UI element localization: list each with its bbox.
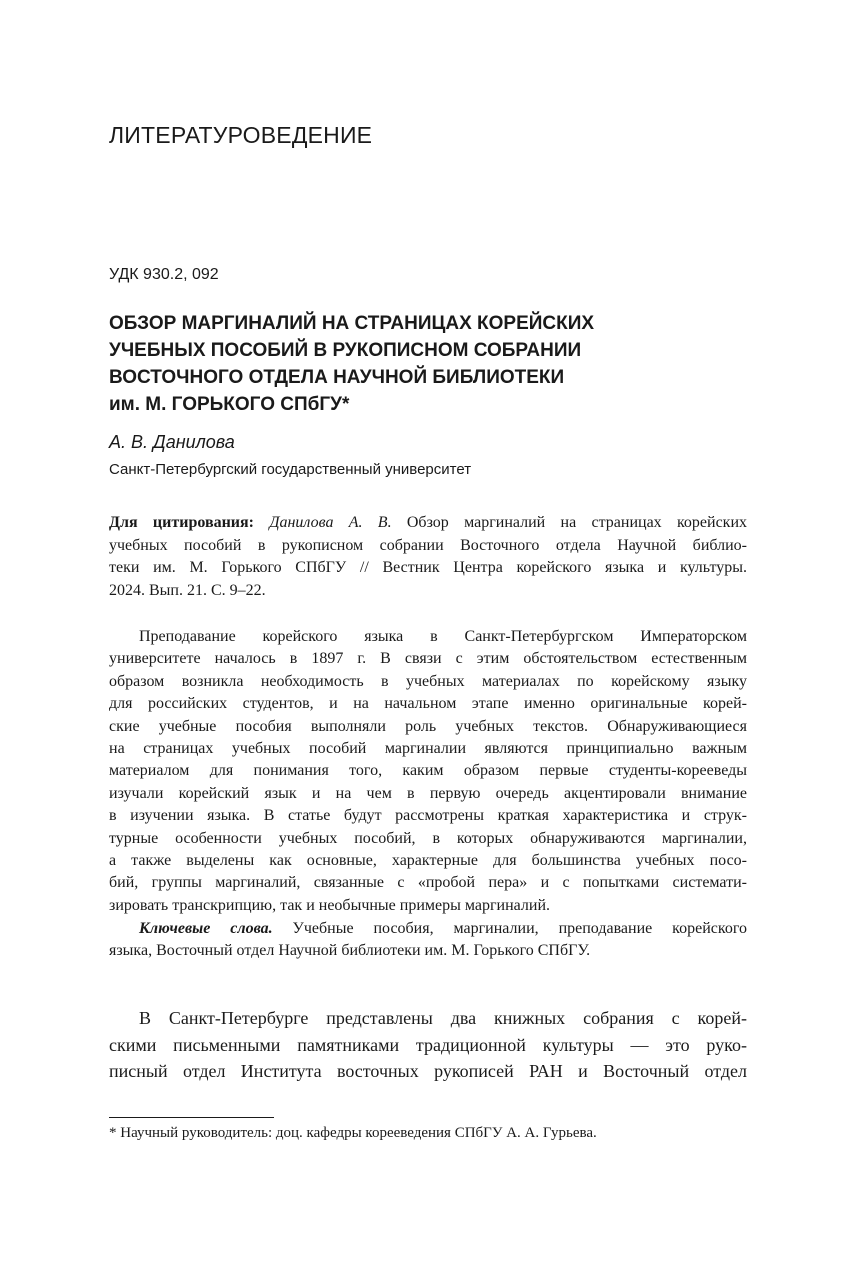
body-paragraph	[109, 1005, 747, 1085]
citation-block	[109, 512, 747, 602]
section-heading: ЛИТЕРАТУРОВЕДЕНИЕ	[109, 122, 373, 148]
citation-author: Данилова А. В.	[269, 514, 392, 531]
udk-code: УДК 930.2, 092	[109, 266, 219, 283]
citation-label: Для цитирования:	[109, 514, 255, 531]
citation-line: теки им. М. Горького СПбГУ // Вестник Центра корейского языка и культуры.	[109, 559, 747, 576]
abstract-line: в изучении языка. В статье будут рассмотрены краткая характеристика и струк-	[109, 807, 747, 825]
keywords-line: языка, Восточный отдел Научной библиотеки им. М. Горького СПбГУ.	[109, 942, 591, 959]
citation-line	[109, 512, 747, 535]
keywords-block	[109, 918, 747, 962]
author-name: А. В. Данилова	[109, 432, 235, 452]
footnote: * Научный руководитель: доц. кафедры корееведения СПбГУ А. А. Гурьева.	[109, 1125, 597, 1141]
author-affiliation: Санкт-Петербургский государственный университет	[109, 461, 472, 478]
abstract-line: изучали корейский язык и на чем в первую очередь акцентировали внимание	[109, 784, 747, 802]
citation-text: Обзор маргиналий на страницах корейских	[391, 514, 748, 531]
abstract-line: турные особенности учебных пособий, в которых обнаруживаются маргиналии,	[109, 829, 747, 847]
article-page	[109, 0, 747, 1270]
abstract-line: бий, группы маргиналий, связанные с «пробой пера» и с попытками системати-	[109, 874, 747, 892]
title-line: ОБЗОР МАРГИНАЛИЙ НА СТРАНИЦАХ КОРЕЙСКИХ	[109, 313, 595, 334]
abstract-line: образом возникла необходимость в учебных материалах по корейскому языку	[109, 672, 747, 690]
body-line: писный отдел Института восточных рукописей РАН и Восточный отдел	[109, 1061, 747, 1081]
abstract-line: зировать транскрипцию, так и необычные примеры маргиналий.	[109, 896, 551, 914]
title-line: ВОСТОЧНОГО ОТДЕЛА НАУЧНОЙ БИБЛИОТЕКИ	[109, 367, 565, 388]
abstract-line: материалом для понимания того, каким образом первые студенты-корееведы	[109, 762, 747, 780]
keywords-line	[109, 918, 747, 940]
abstract-line: ские учебные пособия выполняли роль учебных текстов. Обнаруживающиеся	[109, 717, 747, 735]
abstract	[109, 626, 747, 917]
keywords-label: Ключевые слова.	[139, 920, 273, 937]
abstract-line: на страницах учебных пособий маргиналии являются принципиально важным	[109, 740, 747, 758]
title-line: им. М. ГОРЬКОГО СПбГУ*	[109, 394, 350, 415]
abstract-line: а также выделены как основные, характерные для большинства учебных посо-	[109, 852, 747, 870]
abstract-line: Преподавание корейского языка в Санкт-Петербургском Императорском	[139, 628, 747, 645]
citation-line: 2024. Вып. 21. С. 9–22.	[109, 581, 266, 599]
footnote-divider	[109, 1117, 274, 1118]
abstract-line: университете началось в 1897 г. В связи с этим обстоятельством естественным	[109, 650, 747, 668]
body-line: скими письменными памятниками традиционной культуры — это руко-	[109, 1034, 747, 1055]
title-line: УЧЕБНЫХ ПОСОБИЙ В РУКОПИСНОМ СОБРАНИИ	[109, 340, 582, 361]
article-title	[109, 310, 709, 418]
body-line: В Санкт-Петербурге представлены два книжных собрания с корей-	[139, 1008, 747, 1028]
citation-line: учебных пособий в рукописном собрании Восточного отдела Научной библио-	[109, 536, 747, 554]
keywords-text: Учебные пособия, маргиналии, преподавание корейского	[272, 920, 748, 937]
abstract-line: для российских студентов, и на начальном этапе именно оригинальные корей-	[109, 695, 747, 713]
